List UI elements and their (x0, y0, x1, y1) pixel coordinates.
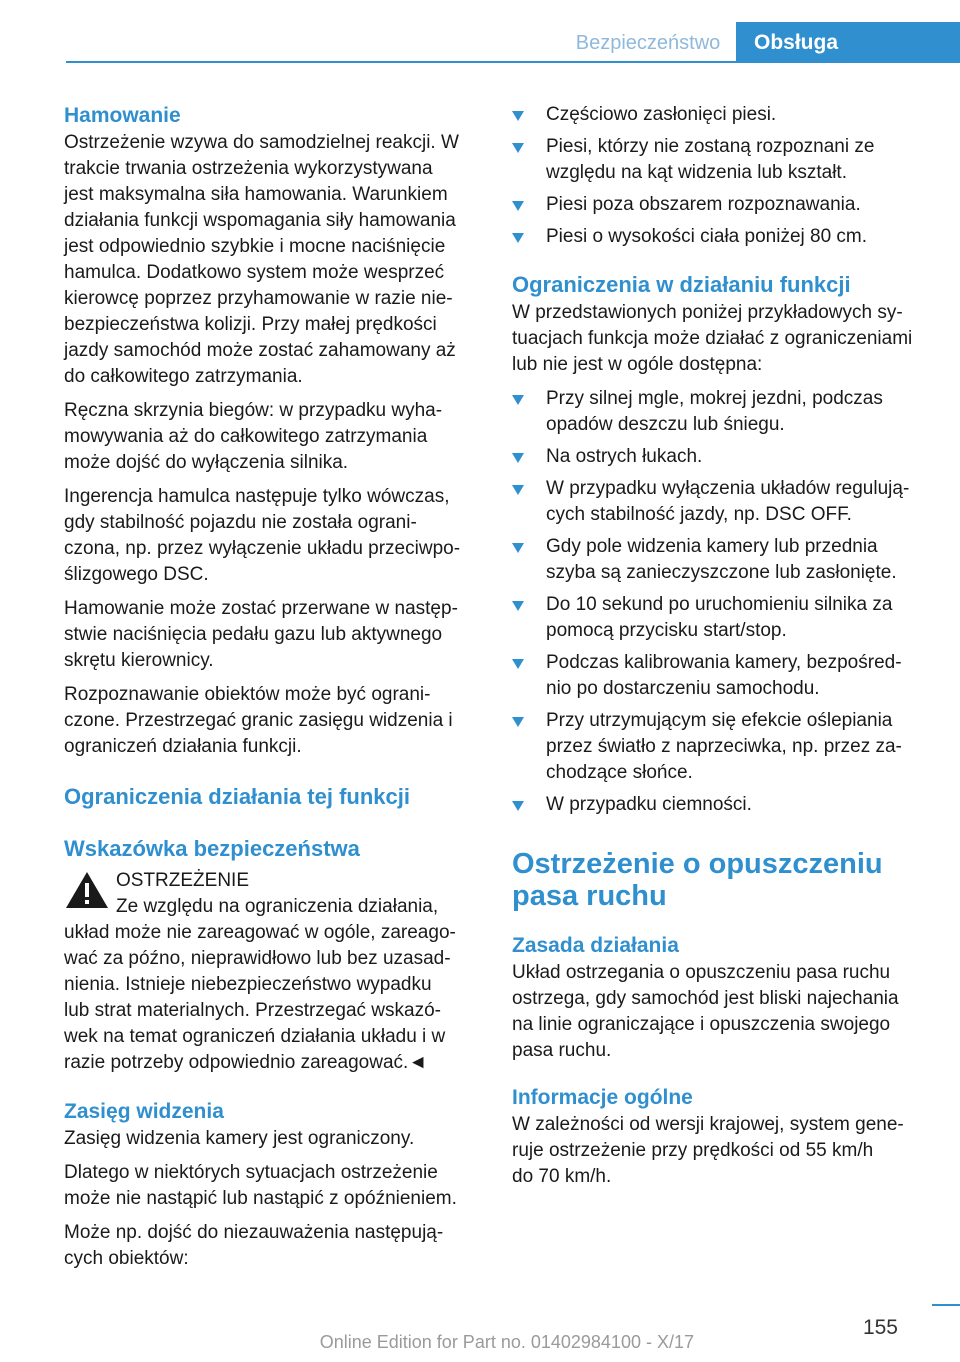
text-line: ograniczeń działania funkcji. (64, 736, 302, 757)
text-line: nienia. Istnieje niebezpieczeństwo wypadku (64, 974, 432, 995)
warning-first-line: Ze względu na ograniczenia działania, (116, 896, 439, 917)
list-item-line: chodzące słońce. (546, 762, 693, 783)
list-item-line: Na ostrych łukach. (546, 446, 703, 467)
list-item (512, 792, 932, 818)
warning-text (64, 920, 484, 1076)
text-line: ruje ostrzeżenie przy prędkości od 55 km/h (512, 1140, 874, 1161)
list-item (512, 476, 932, 528)
list-item-line: względu na kąt widzenia lub kształt. (546, 162, 847, 183)
list-item-line: cych stabilność jazdy, np. DSC OFF. (546, 504, 852, 525)
list-item (512, 708, 932, 786)
text-line: lub nie jest w ogóle dostępna: (512, 354, 763, 375)
text-line: Może np. dojść do niezauważenia następują- (64, 1222, 444, 1243)
paragraph-zasieg-1: Zasięg widzenia kamery jest ograniczony. (64, 1128, 415, 1149)
right-column (512, 102, 932, 1190)
text-line: Dlatego w niektórych sytuacjach ostrzeżenie (64, 1162, 438, 1183)
text-line: może dojść do wyłączenia silnika. (64, 452, 349, 473)
list-item (512, 650, 932, 702)
text-line: ślizgowego DSC. (64, 564, 209, 585)
triangle-bullet-icon (512, 111, 524, 121)
paragraph-hamowanie-3 (64, 484, 484, 588)
heading-ograniczenia-funkcji: Ograniczenia w działaniu funkcji (512, 272, 851, 297)
heading-zasieg: Zasięg widzenia (64, 1100, 224, 1123)
paragraph-zasieg-3 (64, 1220, 484, 1272)
left-column (64, 102, 484, 1272)
text-line: Ostrzeżenie wzywa do samodzielnej reakcji. W (64, 132, 459, 153)
text-line: wek na temat ograniczeń działania układu i w (64, 1026, 446, 1047)
list-item (512, 386, 932, 438)
list-item (512, 592, 932, 644)
heading-wskazowka: Wskazówka bezpieczeństwa (64, 836, 360, 861)
paragraph-informacje (512, 1112, 932, 1190)
warning-title: OSTRZEŻENIE (116, 870, 250, 891)
list-item-line: W przypadku ciemności. (546, 794, 752, 815)
text-line: Hamowanie może zostać przerwane w następ- (64, 598, 458, 619)
paragraph-ograniczenia-intro (512, 300, 932, 378)
text-line: cych obiektów: (64, 1248, 189, 1269)
list-item-line: przez światło z naprzeciwka, np. przez za- (546, 736, 902, 757)
list-item-line: Piesi poza obszarem rozpoznawania. (546, 194, 861, 215)
paragraph-hamowanie-1 (64, 130, 484, 390)
text-line: do całkowitego zatrzymania. (64, 366, 303, 387)
text-line: ostrzega, gdy samochód jest bliski najechania (512, 988, 899, 1009)
list-item-line: Podczas kalibrowania kamery, bezpośred- (546, 652, 902, 673)
triangle-bullet-icon (512, 201, 524, 211)
text-line: stwie naciśnięcia pedału gazu lub aktywnego (64, 624, 443, 645)
list-item (512, 534, 932, 586)
paragraph-zasada (512, 960, 932, 1064)
text-line: jest maksymalna siła hamowania. Warunkiem (64, 184, 448, 205)
list-item-line: Piesi, którzy nie zostaną rozpoznani ze (546, 136, 875, 157)
paragraph-hamowanie-2 (64, 398, 484, 476)
text-line: Układ ostrzegania o opuszczeniu pasa ruchu (512, 962, 891, 983)
triangle-bullet-icon (512, 143, 524, 153)
heading-zasada: Zasada działania (512, 934, 679, 957)
triangle-bullet-icon (512, 233, 524, 243)
text-line: czone. Przestrzegać granic zasięgu widzenia i (64, 710, 453, 731)
heading-hamowanie: Hamowanie (64, 104, 181, 127)
list-item-line: Częściowo zasłonięci piesi. (546, 104, 777, 125)
list-item (512, 444, 932, 470)
paragraph-hamowanie-5 (64, 682, 484, 760)
text-line: skrętu kierownicy. (64, 650, 214, 671)
edition-note: Online Edition for Part no. 01402984100 - X/17 (319, 1332, 694, 1352)
text-line: Rozpoznawanie obiektów może być ograni- (64, 684, 431, 705)
triangle-bullet-icon (512, 601, 524, 611)
heading-lane-departure (512, 848, 932, 912)
list-item (512, 224, 932, 250)
text-line: mowywania aż do całkowitego zatrzymania (64, 426, 428, 447)
text-line: układ może nie zareagować w ogóle, zareago- (64, 922, 456, 943)
list-item (512, 102, 932, 128)
text-line: razie potrzeby odpowiednio zareagować.◄ (64, 1052, 428, 1073)
list-item-line: Gdy pole widzenia kamery lub przednia (546, 536, 878, 557)
text-line: Ostrzeżenie o opuszczeniu (512, 848, 883, 880)
text-line: W zależności od wersji krajowej, system gene- (512, 1114, 904, 1135)
list-item (512, 192, 932, 218)
list-item-line: W przypadku wyłączenia układów regulują- (546, 478, 910, 499)
triangle-bullet-icon (512, 659, 524, 669)
text-line: Ręczna skrzynia biegów: w przypadku wyha- (64, 400, 443, 421)
paragraph-hamowanie-4 (64, 596, 484, 674)
header-rule (66, 61, 960, 63)
list-item-line: opadów deszczu lub śniegu. (546, 414, 785, 435)
text-line: bezpieczeństwa kolizji. Przy małej prędkości (64, 314, 437, 335)
text-line: gdy stabilność pojazdu nie została ograni- (64, 512, 417, 533)
text-line: jazdy samochód może zostać zahamowany aż (64, 340, 456, 361)
triangle-bullet-icon (512, 485, 524, 495)
footer-rule (932, 1304, 960, 1306)
warning-block (64, 868, 484, 1076)
list-item-line: nio po dostarczeniu samochodu. (546, 678, 820, 699)
text-line: może nie nastąpić lub nastąpić z opóźnieniem. (64, 1188, 457, 1209)
triangle-bullet-icon (512, 453, 524, 463)
text-line: na linie ograniczające i opuszczenia swojego (512, 1014, 891, 1035)
text-line: Ingerencja hamulca następuje tylko wówczas, (64, 486, 450, 507)
text-line: działania funkcji wspomagania siły hamowania (64, 210, 456, 231)
heading-ograniczenia: Ograniczenia działania tej funkcji (64, 784, 410, 809)
triangle-bullet-icon (512, 543, 524, 553)
text-line: pasa ruchu (512, 880, 667, 912)
triangle-bullet-icon (512, 801, 524, 811)
text-line: kierowcę poprzez przyhamowanie w razie nie- (64, 288, 453, 309)
triangle-bullet-icon (512, 395, 524, 405)
list-item-line: Piesi o wysokości ciała poniżej 80 cm. (546, 226, 868, 247)
chapter-tab[interactable]: Obsługa (736, 22, 960, 63)
list-item-line: szyba są zanieczyszczone lub zasłonięte. (546, 562, 897, 583)
text-line: trakcie trwania ostrzeżenia wykorzystywana (64, 158, 433, 179)
text-line: W przedstawionych poniżej przykładowych sy- (512, 302, 903, 323)
text-line: jest odpowiednio szybkie i mocne naciśnięcie (64, 236, 446, 257)
text-line: czona, np. przez wyłączenie układu przeciwpo- (64, 538, 461, 559)
list-item-line: Do 10 sekund po uruchomieniu silnika za (546, 594, 893, 615)
text-line: tuacjach funkcja może działać z ograniczeniami (512, 328, 913, 349)
list-item (512, 134, 932, 186)
text-line: pasa ruchu. (512, 1040, 612, 1061)
text-line: lub strat materialnych. Przestrzegać wskazó- (64, 1000, 441, 1021)
list-item-line: pomocą przycisku start/stop. (546, 620, 787, 641)
triangle-bullet-icon (512, 717, 524, 727)
text-line: do 70 km/h. (512, 1166, 612, 1187)
situations-list (512, 386, 932, 818)
text-line: wać za późno, nieprawidłowo lub bez uzasad- (64, 948, 451, 969)
heading-informacje: Informacje ogólne (512, 1086, 693, 1109)
list-item-line: Przy silnej mgle, mokrej jezdni, podczas (546, 388, 883, 409)
warning-triangle-icon (64, 870, 110, 910)
text-line: hamulca. Dodatkowo system może wesprzeć (64, 262, 445, 283)
objects-list (512, 102, 932, 250)
list-item-line: Przy utrzymującym się efekcie oślepiania (546, 710, 893, 731)
section-tab[interactable]: Bezpieczeństwo (575, 32, 721, 54)
paragraph-zasieg-2 (64, 1160, 484, 1212)
page-number: 155 (862, 1316, 898, 1339)
